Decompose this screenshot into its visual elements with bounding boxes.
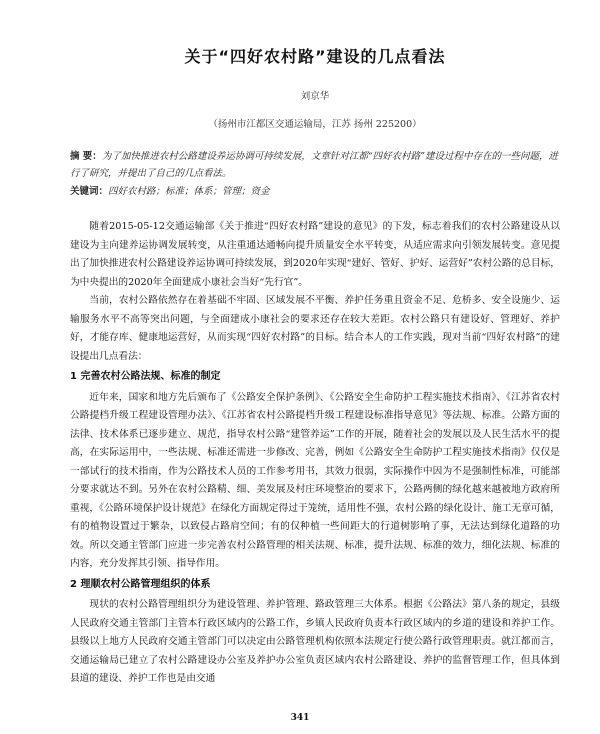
section-heading: 2 理顺农村公路管理组织的体系 — [70, 578, 211, 590]
paper-body — [70, 218, 560, 689]
section-paragraph: 近年来，国家和地方先后颁布了《公路安全保护条例》、《公路安全生命防护工程实施技术指南》、《江苏省农村公路提档升级工程建设管理办法》、《江苏省农村公路提档升级工程建设标准指导意见》等法规、标准。公路方面的法律、技术体系已逐步建立、规范，指导农村公路“建管养运”工作的开展，随着社会的发展以及人民生活水平的提高，在实际运用中，一些法规、标准还需进一步修改、完善，例如《公路安全生命防护工程实施技术指南》仅仅是一部试行的技术指南，作为公路技术人员的工作参考用书，其效力很弱，实际操作中因为不是强制性标准，可能部分要求就达不到。另外在农村公路精、细、美发展及村庄环境整治的要求下，公路两侧的绿化越来越被地方政府所重视，《公路环境保护设计规范》在绿化方面规定得过于笼统，适用性不强，农村公路的绿化设计、施工无章可循，有的植物设置过于繁杂，以致侵占路肩空间；有的仅种植一些间距大的行道树影响了事，无法达到绿化道路的功效。所以交通主管部门应进一步完善农村公路管理的相关法规、标准，提升法规、标准的效力，细化法规、标准的内容，充分发挥其引领、指导作用。 — [70, 391, 560, 569]
abstract-text: 为了加快推进农村公路建设养运协调可持续发展，文章针对江都“四好农村路”建设过程中存在的一些问题，进行了研究，并提出了自己的几点看法。 — [70, 151, 559, 179]
paper-title: 关于“四好农村路”建设的几点看法 — [184, 47, 446, 66]
keywords-text: 四好农村路；标准；体系；管理；资金 — [108, 186, 270, 197]
paper-author: 刘京华 — [300, 91, 330, 102]
section-heading: 1 完善农村公路法规、标准的制定 — [70, 371, 221, 382]
paper-page — [0, 44, 600, 734]
intro-paragraph: 当前，农村公路依然存在着基础不牢固、区域发展不平衡、养护任务重且资金不足、危桥多、安全设施少、运输服务水平不高等突出问题，与全面建成小康社会的要求还存在较大差距。农村公路只有建设好、管理好、养护好，才能存库、健康地运营好，从而实现“四好农村路”的目标。结合本人的工作实践，现对当前“四好农村路”的建设提出几点看法： — [70, 295, 560, 362]
intro-paragraph: 随着2015-05-12交通运输部《关于推进“四好农村路”建设的意见》的下发，标志着我们的农村公路建设从以建设为主向建养运协调发展转变，从注重通达通畅向提升质量安全水平转变，从适应需求向引领发展转变。意见提出了加快推进农村公路建设养运协调可持续发展，到2020年实现“建好、管好、护好、运营好”农村公路的总目标，为中央提出的2020年全面建成小康社会当好“先行官”。 — [70, 221, 560, 288]
keywords — [70, 183, 560, 200]
keywords-label: 关键词： — [70, 186, 109, 197]
abstract — [70, 148, 560, 182]
abstract-label: 摘 要： — [70, 151, 102, 162]
section-paragraph: 现状的农村公路管理组织分为建设管理、养护管理、路政管理三大体系。根据《公路法》第八条的规定，县级人民政府交通主管部门主管本行政区域内的公路工作，乡镇人民政府负责本行政区域内的乡道的建设和养护工作。县级以上地方人民政府交通主管部门可以决定由公路管理机构依照本法规定行使公路行政管理职责。就江都而言，交通运输局已建立了农村公路建设办公室及养护办公室负责区域内农村公路建设、养护的监督管理工作，但具体到县道的建设、养护工作也是由交通 — [70, 599, 560, 684]
paper-affiliation: （扬州市江都区交通运输局，江苏 扬州 225200） — [208, 119, 422, 130]
page-number: 341 — [290, 713, 310, 723]
